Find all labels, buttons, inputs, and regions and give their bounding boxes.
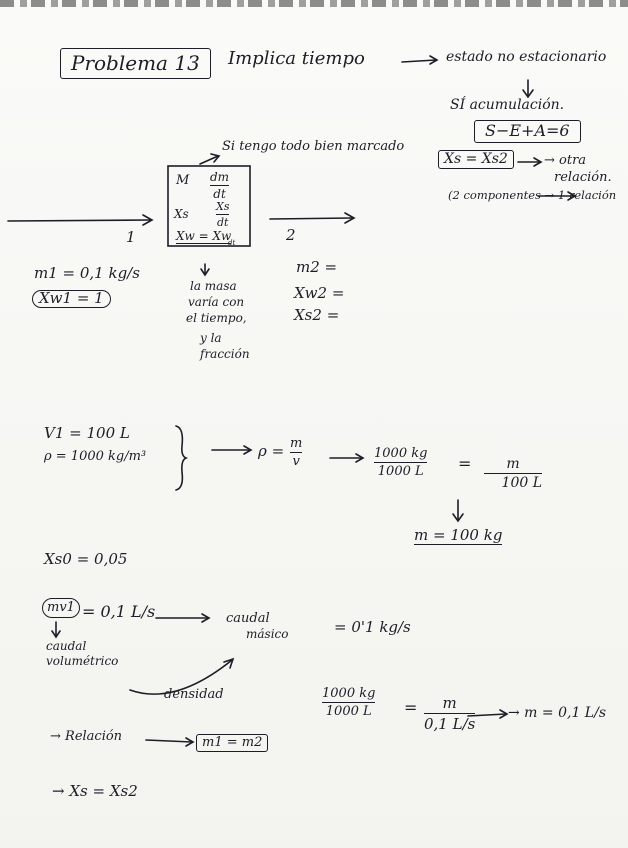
box-dm-dt bbox=[210, 170, 229, 201]
box-dxs-dt bbox=[216, 200, 229, 229]
flow-den-right: 0,1 L/s bbox=[424, 715, 476, 733]
relacion-label: → Relación bbox=[50, 729, 123, 744]
density-fraction-right bbox=[484, 456, 542, 491]
rho-value: ρ = 1000 kg/m³ bbox=[44, 449, 147, 464]
v1-value: V1 = 100 L bbox=[44, 424, 130, 442]
density-den-left: 1000 L bbox=[377, 464, 424, 479]
mv1-label: mv1 bbox=[42, 598, 80, 618]
box-note-4: y la bbox=[200, 331, 222, 345]
volumetric-2: volumétrico bbox=[46, 654, 119, 668]
xs-relation: → Xs = Xs2 bbox=[52, 782, 138, 800]
xs-equality-box: Xs = Xs2 bbox=[438, 150, 514, 169]
box-dt-1: dt bbox=[213, 187, 226, 201]
box-note-1: la masa bbox=[190, 279, 237, 293]
si-acumulacion: SÍ acumulación. bbox=[450, 97, 565, 113]
box-dm: dm bbox=[210, 170, 230, 184]
componentes-text: (2 componentes → 1 relación bbox=[448, 188, 617, 202]
stream-2-label: 2 bbox=[286, 226, 296, 244]
stream-1-label: 1 bbox=[126, 228, 136, 246]
mv1-value: = 0,1 L/s bbox=[82, 602, 156, 621]
masico-value: = 0'1 kg/s bbox=[334, 618, 411, 636]
flow-fraction-right bbox=[424, 694, 475, 733]
problem-title: Problema 13 bbox=[60, 48, 211, 79]
density-fraction-left bbox=[374, 446, 427, 479]
xs0-value: Xs0 = 0,05 bbox=[44, 550, 128, 568]
density-num-right: m bbox=[506, 456, 520, 472]
flow-equals: = bbox=[404, 698, 418, 717]
rho-num: m bbox=[290, 436, 303, 451]
caudal-masico-1: caudal bbox=[226, 611, 270, 626]
xw1-value: Xw1 = 1 bbox=[32, 290, 111, 308]
box-xw-row: Xw = Xw bbox=[176, 229, 232, 243]
flow-result: → m = 0,1 L/s bbox=[508, 705, 606, 721]
density-equals: = bbox=[458, 454, 472, 473]
volumetric-1: caudal bbox=[46, 639, 87, 653]
box-xs-num: Xs bbox=[216, 200, 230, 213]
box-m-label: M bbox=[176, 173, 190, 188]
box-dt-3: dt bbox=[228, 239, 236, 247]
densidad-text: densidad bbox=[164, 687, 224, 702]
flow-den-left: 1000 L bbox=[325, 704, 372, 719]
m2-value: m2 = bbox=[296, 258, 338, 276]
si-tengo-text: Si tengo todo bien marcado bbox=[222, 139, 405, 154]
rho-fraction bbox=[290, 436, 302, 469]
box-dt-2: dt bbox=[217, 216, 229, 229]
flow-num-right: m bbox=[442, 694, 457, 712]
xs2-value: Xs2 = bbox=[294, 306, 340, 324]
estado-text: estado no estacionario bbox=[446, 49, 607, 65]
rho-den: v bbox=[292, 454, 300, 469]
otra-text: → otra bbox=[544, 153, 587, 168]
box-note-2: varía con bbox=[188, 295, 245, 309]
implica-text: Implica tiempo bbox=[228, 48, 365, 69]
xw2-value: Xw2 = bbox=[294, 284, 345, 302]
caudal-masico-2: másico bbox=[246, 627, 289, 641]
box-note-3: el tiempo, bbox=[186, 311, 247, 325]
box-note-5: fracción bbox=[200, 347, 250, 361]
box-xs-label: Xs bbox=[174, 207, 189, 221]
relacion-text: relación. bbox=[554, 170, 612, 185]
m1-value: m1 = 0,1 kg/s bbox=[34, 264, 140, 282]
rho-equation: ρ = bbox=[258, 442, 285, 460]
flow-num-left: 1000 kg bbox=[322, 686, 376, 701]
relacion-value: m1 = m2 bbox=[196, 734, 268, 752]
flow-fraction-left bbox=[322, 686, 375, 719]
degrees-freedom-box: S−E+A=6 bbox=[474, 120, 581, 143]
density-den-right: 100 L bbox=[501, 475, 542, 491]
mass-result: m = 100 kg bbox=[414, 526, 503, 544]
density-num-left: 1000 kg bbox=[374, 446, 428, 461]
